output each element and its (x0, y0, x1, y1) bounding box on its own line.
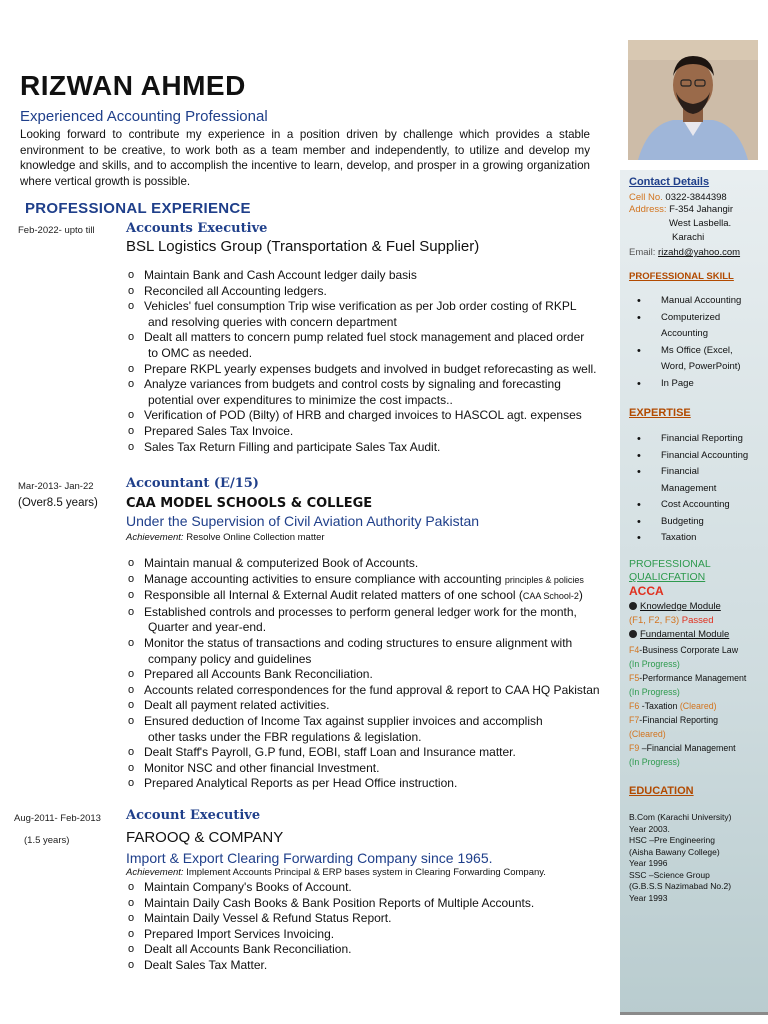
job-title: Account Executive (126, 808, 261, 823)
education-line: Year 2003. (629, 823, 670, 834)
job-title: Accounts Executive (126, 221, 268, 236)
bullet-item: o Dealt all matters to concern pump related fuel stock management and placed order (126, 330, 597, 346)
fundamental-module: Fundamental Module (629, 629, 729, 642)
profile-photo (628, 40, 758, 160)
bullet-item: o Ensured deduction of Income Tax against supplier invoices and accomplish (126, 714, 600, 730)
education-line: Year 1996 (629, 858, 668, 868)
job-bullets (126, 880, 534, 974)
education-line: SSC –Science Group (629, 869, 710, 880)
knowledge-papers: (F1, F2, F3) Passed (629, 615, 714, 626)
bullet-continuation: and resolving queries with concern department (148, 314, 397, 329)
knowledge-module: Knowledge Module (629, 601, 721, 614)
email-link[interactable]: rizahd@yahoo.com (658, 247, 741, 258)
expertise-list (629, 431, 748, 547)
job-bullets (126, 556, 600, 792)
bullet-item: o Dealt all Accounts Bank Reconciliation. (126, 942, 534, 958)
bullet-dot-icon (629, 602, 637, 610)
skill-item: • In Page (629, 376, 741, 393)
contact-cell: Cell No. 0322-3844398 (629, 192, 727, 203)
expertise-item: • Financial (629, 464, 748, 481)
candidate-subtitle: Experienced Accounting Professional (20, 108, 268, 125)
qualification-heading-2: QUALICFATION (629, 571, 706, 583)
bullet-item: o Maintain manual & computerized Book of Accounts. (126, 556, 600, 572)
paper-item: F5-Performance Management (629, 673, 747, 683)
bullet-item: o Sales Tax Return Filling and participate Sales Tax Audit. (126, 440, 597, 456)
candidate-name: RIZWAN AHMED (20, 70, 246, 101)
skill-item-cont: Accounting (661, 328, 709, 339)
bullet-item: o Reconciled all Accounting ledgers. (126, 284, 597, 300)
bullet-item: o Established controls and processes to perform general ledger work for the month, (126, 605, 600, 621)
contact-email: Email: rizahd@yahoo.com (629, 247, 741, 258)
contact-address-line: Karachi (672, 232, 705, 243)
expertise-item: • Cost Accounting (629, 497, 748, 514)
job-company: FAROOQ & COMPANY (126, 829, 284, 846)
education-line: (Aisha Bawany College) (629, 846, 720, 857)
contact-address-line: West Lasbella. (669, 218, 732, 229)
bullet-item: o Dealt all payment related activities. (126, 698, 600, 714)
skill-item: • Computerized (629, 310, 741, 327)
paper-item: F6 -Taxation (Cleared) (629, 701, 717, 711)
paper-item: F9 –Financial Management (629, 743, 736, 753)
experience-heading: PROFESSIONAL EXPERIENCE (25, 200, 251, 217)
bullet-item: o Dealt Sales Tax Matter. (126, 958, 534, 974)
job-date: Mar-2013- Jan-22 (18, 481, 94, 492)
bullet-item: o Analyze variances from budgets and control costs by signaling and forecasting (126, 377, 597, 393)
bullet-item: o Dealt Staff's Payroll, G.P fund, EOBI, staff Loan and Insurance matter. (126, 745, 600, 761)
job-company: CAA MODEL SCHOOLS & COLLEGE (126, 496, 373, 511)
bullet-continuation: Quarter and year-end. (148, 620, 267, 635)
skill-item: • Manual Accounting (629, 293, 741, 310)
education-list (629, 812, 732, 904)
job-date: Feb-2022- upto till (18, 225, 95, 236)
skills-heading: PROFESSIONAL SKILL (629, 271, 734, 282)
education-line: HSC –Pre Engineering (629, 835, 715, 845)
skill-item-cont: Word, PowerPoint) (661, 361, 741, 372)
bullet-continuation: company policy and guidelines (148, 651, 312, 666)
bullet-item: o Prepared Import Services Invoicing. (126, 927, 534, 943)
bullet-continuation: potential over expenditures to minimize the cost impacts.. (148, 392, 453, 407)
job-bullets (126, 268, 597, 455)
paper-item: F7-Financial Reporting (629, 715, 719, 725)
paper-list (629, 643, 746, 769)
job-company: BSL Logistics Group (Transportation & Fuel Supplier) (126, 238, 480, 255)
bullet-item: o Monitor the status of transactions and coding structures to ensure alignment with (126, 636, 600, 652)
job-tagline: Import & Export Clearing Forwarding Company since 1965. (126, 850, 493, 866)
qualification-body: ACCA (629, 584, 664, 598)
qualification-heading: PROFESSIONAL (629, 558, 711, 570)
job-duration: (Over8.5 years) (18, 497, 98, 509)
bullet-item: o Prepared all Accounts Bank Reconciliation. (126, 667, 600, 683)
expertise-item: • Taxation (629, 530, 748, 547)
education-line: B.Com (Karachi University) (629, 812, 732, 822)
bullet-item: o Vehicles' fuel consumption Trip wise verification as per Job order costing of RKPL (126, 299, 597, 315)
bullet-item: o Monitor NSC and other financial Investment. (126, 761, 600, 777)
job-achievement: Achievement: Implement Accounts Principal & ERP bases system in Clearing Forwarding Company. (126, 867, 546, 878)
bullet-item: o Manage accounting activities to ensure compliance with accounting principles & policies (126, 572, 600, 589)
bullet-continuation: to OMC as needed. (148, 345, 253, 360)
bullet-item: o Prepared Sales Tax Invoice. (126, 424, 597, 440)
sidebar-divider (620, 1012, 768, 1015)
bullet-item: o Prepare RKPL yearly expenses budgets and involved in budget reforecasting as well. (126, 362, 597, 378)
job-achievement: Achievement: Resolve Online Collection matter (126, 532, 325, 543)
bullet-continuation: other tasks under the FBR regulations & legislation. (148, 729, 422, 744)
expertise-item-cont: Management (661, 482, 717, 494)
expertise-item: • Financial Reporting (629, 431, 748, 448)
bullet-item: o Maintain Daily Vessel & Refund Status Report. (126, 911, 534, 927)
paper-status: (In Progress) (629, 757, 680, 767)
bullet-item: o Verification of POD (Bilty) of HRB and charged invoices to HASCOL agt. expenses (126, 408, 597, 424)
skill-item: • Ms Office (Excel, (629, 343, 741, 360)
expertise-item: • Budgeting (629, 514, 748, 531)
paper-status: (In Progress) (629, 659, 680, 669)
education-heading: EDUCATION (629, 785, 694, 797)
job-duration: (1.5 years) (24, 835, 70, 846)
bullet-item: o Responsible all Internal & External Audit related matters of one school (CAA School-2) (126, 588, 600, 605)
contact-heading: Contact Details (629, 176, 710, 188)
bullet-item: o Prepared Analytical Reports as per Head Office instruction. (126, 776, 600, 792)
bullet-dot-icon (629, 630, 637, 638)
bullet-item: o Maintain Company's Books of Account. (126, 880, 534, 896)
education-line: Year 1993 (629, 892, 668, 903)
expertise-heading: EXPERTISE (629, 407, 691, 419)
skills-list (629, 293, 741, 392)
expertise-item: • Financial Accounting (629, 448, 748, 465)
contact-address: Address: F-354 Jahangir (629, 204, 734, 215)
job-date: Aug-2011- Feb-2013 (14, 813, 101, 824)
bullet-item: o Maintain Daily Cash Books & Bank Position Reports of Multiple Accounts. (126, 896, 534, 912)
portrait-image (628, 40, 758, 160)
job-supervision: Under the Supervision of Civil Aviation Authority Pakistan (126, 513, 480, 529)
paper-status: (Cleared) (629, 729, 666, 739)
objective-paragraph: Looking forward to contribute my experience in a position driven by challenge which provides a stable environment to be creative, to work both as a team member and independently, to utilize and develop my knowledge and skills, and to accomplish the incentive to learn, develop, and prosper in a growing organization where vertical growth is possible. (20, 128, 590, 188)
education-line: (G.B.S.S Nazimabad No.2) (629, 881, 732, 891)
bullet-item: o Maintain Bank and Cash Account ledger daily basis (126, 268, 597, 284)
paper-status: (In Progress) (629, 687, 680, 697)
bullet-item: o Accounts related correspondences for the fund approval & report to CAA HQ Pakistan (126, 683, 600, 699)
job-title: Accountant (E/15) (126, 476, 259, 491)
paper-item: F4-Business Corporate Law (629, 645, 739, 655)
